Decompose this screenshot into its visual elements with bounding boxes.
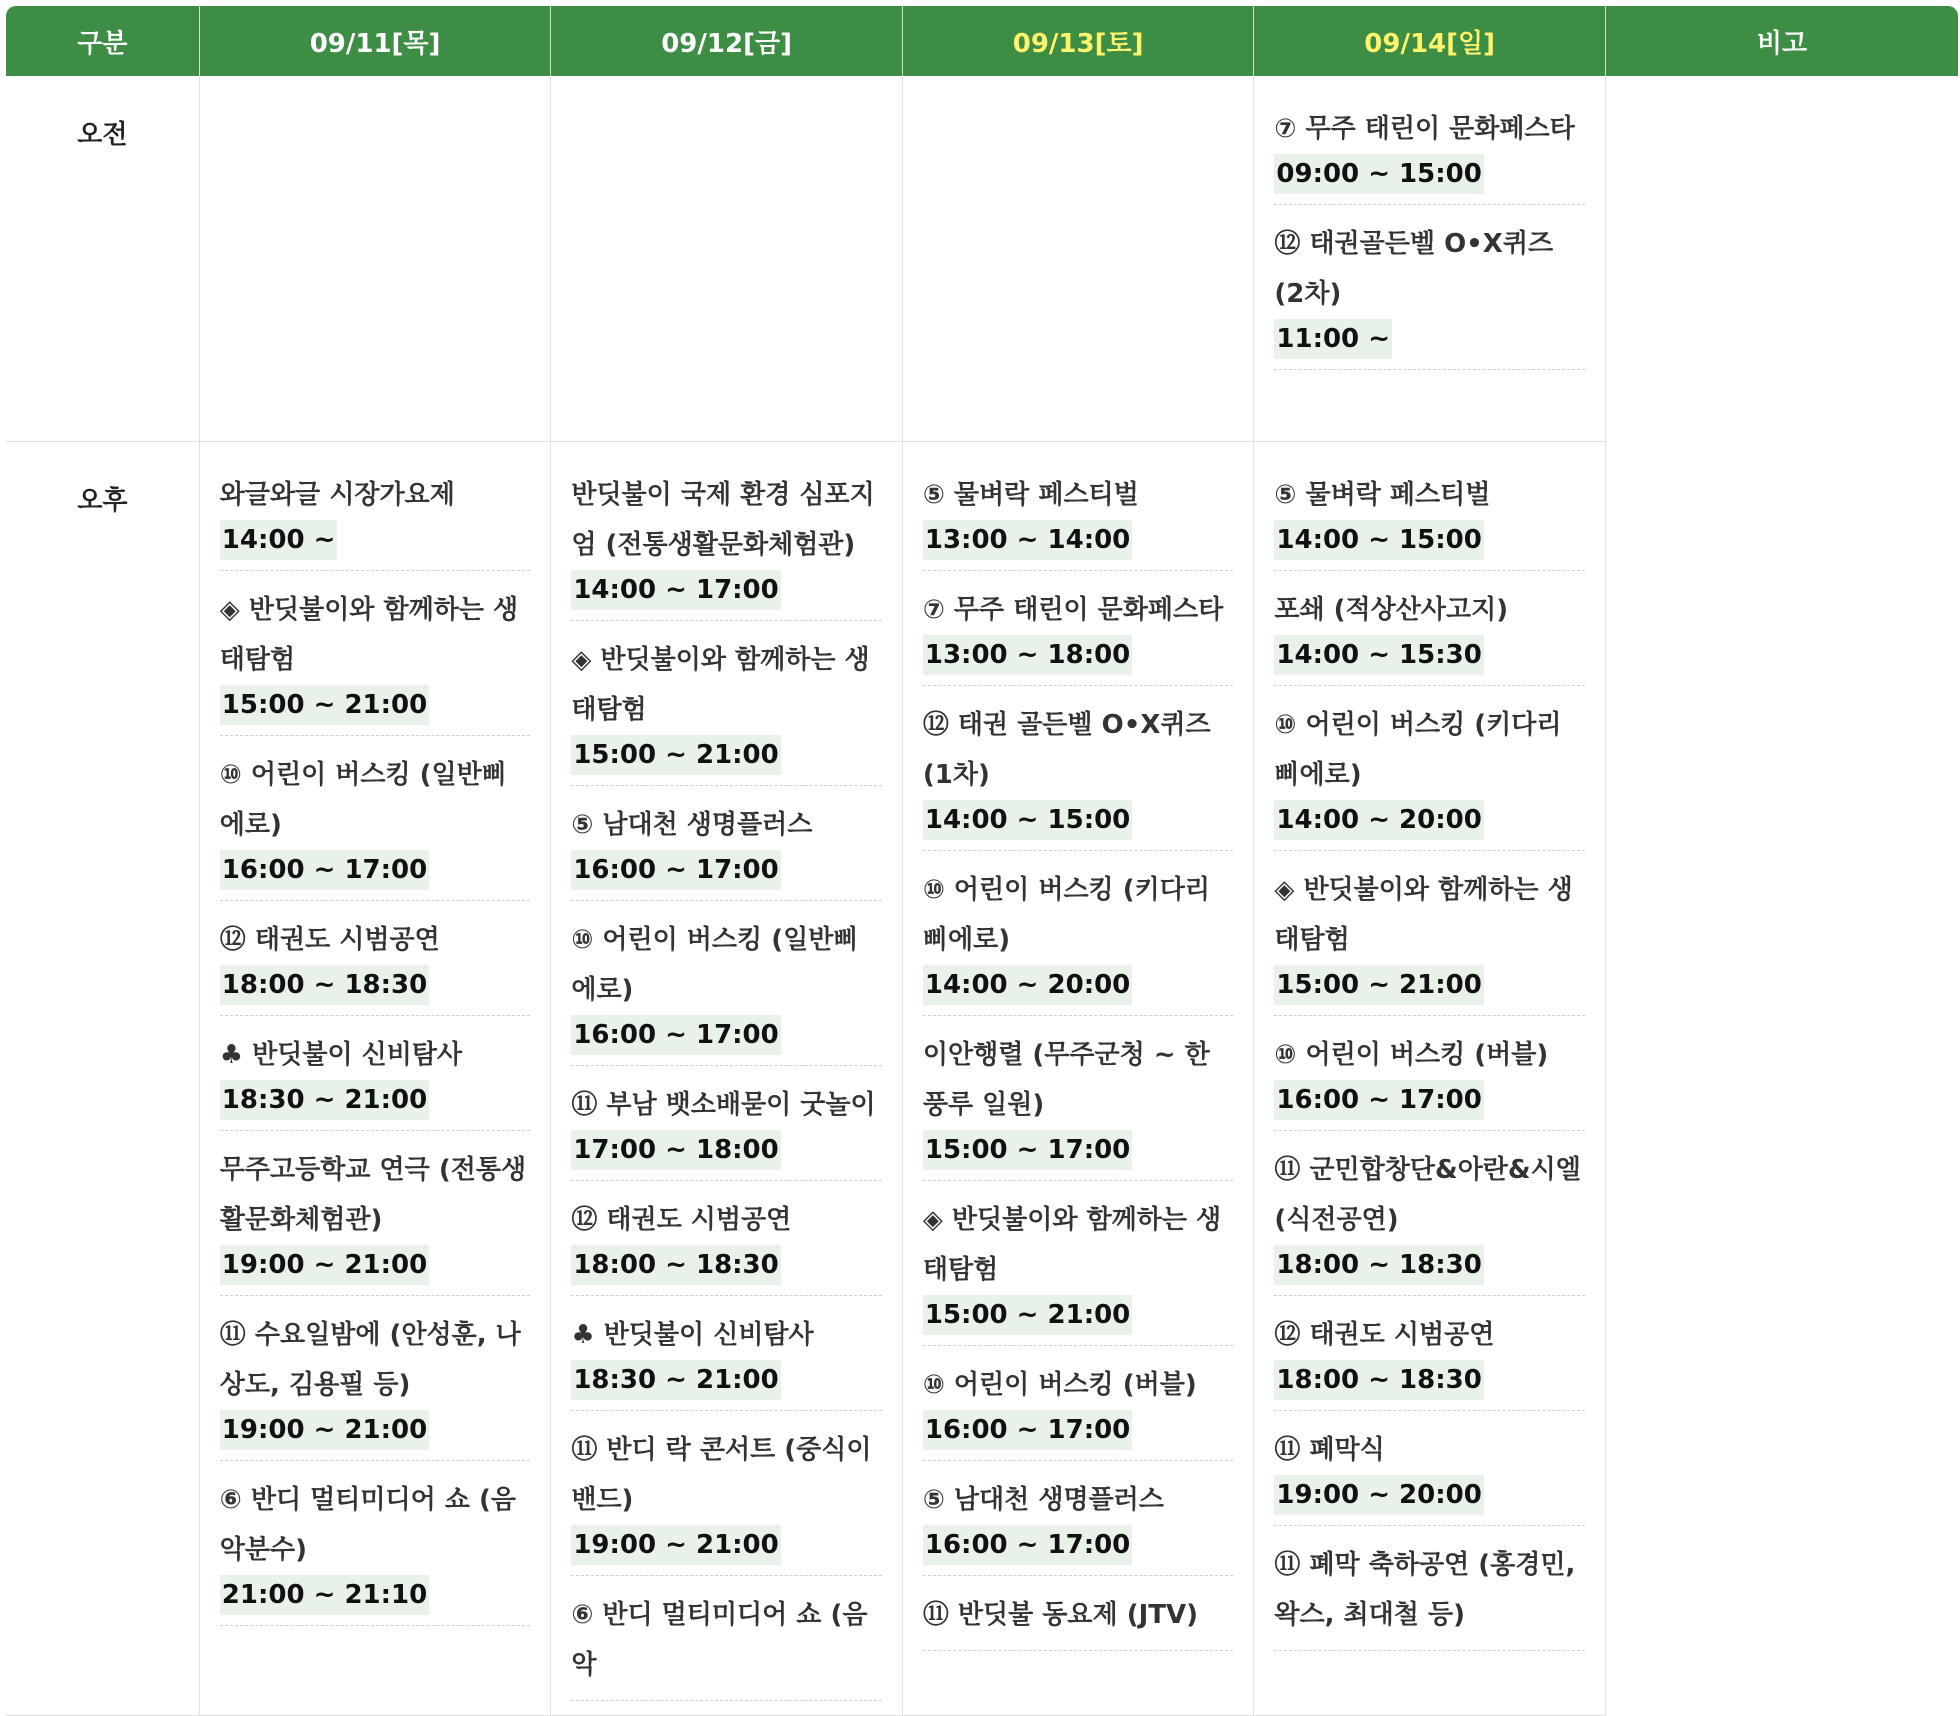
- event-time: 13:00 ~ 14:00: [923, 520, 1132, 560]
- row-morning: [6, 76, 1958, 442]
- event-item: [571, 800, 882, 901]
- event-time: 18:00 ~ 18:30: [571, 1245, 780, 1285]
- event-time: 18:30 ~ 21:00: [571, 1360, 780, 1400]
- event-time: 14:00 ~ 15:30: [1274, 635, 1483, 675]
- event-title: ⑩ 어린이 버스킹 (버블): [922, 1370, 1197, 1400]
- event-time: 16:00 ~ 17:00: [1274, 1080, 1483, 1120]
- event-title: ⑪ 폐막 축하공연 (홍경민, 왁스, 최대철 등): [1274, 1550, 1576, 1630]
- event-time: 15:00 ~ 21:00: [220, 685, 429, 725]
- row-label: 오후: [6, 442, 199, 1716]
- event-title: ⑩ 어린이 버스킹 (키다리삐에로): [1274, 710, 1562, 790]
- event-item: [571, 1425, 882, 1576]
- event-time: 14:00 ~ 15:00: [1274, 520, 1483, 560]
- event-title: ⑤ 물벼락 페스티벌: [1274, 480, 1491, 510]
- event-time: 18:00 ~ 18:30: [1274, 1245, 1483, 1285]
- day-cell: [902, 76, 1254, 442]
- day-cell: [1254, 442, 1606, 1716]
- event-title: ⑥ 반디 멀티미디어 쇼 (음악분수): [219, 1485, 516, 1565]
- event-title: 무주고등학교 연극 (전통생활문화체험관): [219, 1155, 527, 1235]
- event-item: [220, 470, 531, 571]
- event-item: [923, 1360, 1234, 1461]
- event-title: ◈ 반딧불이와 함께하는 생태탐험: [922, 1205, 1222, 1285]
- event-time: 16:00 ~ 17:00: [923, 1525, 1132, 1565]
- event-item: [220, 750, 531, 901]
- event-title: ⑦ 무주 태린이 문화페스타: [922, 595, 1224, 625]
- row-label: 오전: [6, 76, 199, 442]
- header-day-1: 09/11[목]: [199, 6, 551, 76]
- event-title: ⑩ 어린이 버스킹 (일반삐에로): [571, 925, 859, 1005]
- event-item: [1274, 104, 1585, 205]
- event-title: ⑩ 어린이 버스킹 (키다리삐에로): [922, 875, 1210, 955]
- event-item: [1274, 1145, 1585, 1296]
- event-item: [220, 585, 531, 736]
- event-item: [923, 1475, 1234, 1576]
- event-title: ⑦ 무주 태린이 문화페스타: [1274, 114, 1575, 144]
- event-time: 18:00 ~ 18:30: [220, 965, 429, 1005]
- event-time: 18:00 ~ 18:30: [1274, 1360, 1483, 1400]
- day-cell: [551, 76, 903, 442]
- schedule-table-wrapper: [6, 6, 1958, 1680]
- event-title: ♣ 반딧불이 신비탐사: [219, 1040, 463, 1070]
- event-time: 11:00 ~: [1274, 319, 1392, 359]
- event-title: ◈ 반딧불이와 함께하는 생태탐험: [219, 595, 519, 675]
- event-item: [571, 635, 882, 786]
- event-item: [923, 865, 1234, 1016]
- schedule-table: [6, 6, 1958, 1716]
- event-time: 19:00 ~ 21:00: [220, 1410, 429, 1450]
- event-item: [1274, 1540, 1585, 1651]
- event-item: [220, 1145, 531, 1296]
- header-day-4: 09/14[일]: [1254, 6, 1606, 76]
- event-time: 14:00 ~ 15:00: [923, 800, 1132, 840]
- event-time: 15:00 ~ 21:00: [923, 1295, 1132, 1335]
- event-time: 16:00 ~ 17:00: [220, 850, 429, 890]
- header-label-col: 구분: [6, 6, 199, 76]
- event-time: 18:30 ~ 21:00: [220, 1080, 429, 1120]
- event-title: ⑪ 반디 락 콘서트 (중식이밴드): [571, 1435, 872, 1515]
- event-item: [923, 1590, 1234, 1651]
- event-time: 21:00 ~ 21:10: [220, 1575, 429, 1615]
- header-note-col: 비고: [1605, 6, 1958, 76]
- event-time: 19:00 ~ 21:00: [220, 1245, 429, 1285]
- event-item: [220, 1475, 531, 1626]
- event-time: 15:00 ~ 21:00: [1274, 965, 1483, 1005]
- event-title: ⑫ 태권도 시범공연: [571, 1205, 792, 1235]
- event-title: 와글와글 시장가요제: [219, 480, 455, 510]
- event-title: ⑤ 남대천 생명플러스: [571, 810, 813, 840]
- event-item: [571, 470, 882, 621]
- header-row: [6, 6, 1958, 76]
- event-time: 14:00 ~ 17:00: [571, 570, 780, 610]
- event-item: [1274, 585, 1585, 686]
- event-title: ◈ 반딧불이와 함께하는 생태탐험: [1274, 875, 1573, 955]
- event-item: [571, 915, 882, 1066]
- header-day-3: 09/13[토]: [902, 6, 1254, 76]
- event-item: [220, 1310, 531, 1461]
- event-time: 19:00 ~ 20:00: [1274, 1475, 1483, 1515]
- event-item: [571, 1310, 882, 1411]
- event-title: 이안행렬 (무주군청 ~ 한풍루 일원): [922, 1040, 1210, 1120]
- event-time: 13:00 ~ 18:00: [923, 635, 1132, 675]
- event-title: ⑫ 태권도 시범공연: [219, 925, 440, 955]
- event-time: 16:00 ~ 17:00: [923, 1410, 1132, 1450]
- day-cell: [1254, 76, 1606, 442]
- event-title: ⑪ 부남 뱃소배묻이 굿놀이: [571, 1090, 876, 1120]
- event-item: [923, 470, 1234, 571]
- event-item: [1274, 1310, 1585, 1411]
- event-time: 16:00 ~ 17:00: [571, 850, 780, 890]
- event-title: ⑥ 반디 멀티미디어 쇼 (음악: [571, 1600, 868, 1680]
- event-item: [1274, 470, 1585, 571]
- event-time: 09:00 ~ 15:00: [1274, 154, 1483, 194]
- event-time: 19:00 ~ 21:00: [571, 1525, 780, 1565]
- event-item: [571, 1590, 882, 1701]
- event-time: 15:00 ~ 21:00: [571, 735, 780, 775]
- event-item: [1274, 1425, 1585, 1526]
- event-title: ⑪ 반딧불 동요제 (JTV): [922, 1600, 1199, 1630]
- event-title: ♣ 반딧불이 신비탐사: [571, 1320, 814, 1350]
- row-afternoon: [6, 442, 1958, 1716]
- event-item: [571, 1080, 882, 1181]
- event-item: [220, 1030, 531, 1131]
- event-item: [1274, 700, 1585, 851]
- event-item: [220, 915, 531, 1016]
- event-title: 반딧불이 국제 환경 심포지엄 (전통생활문화체험관): [571, 480, 875, 560]
- event-item: [1274, 219, 1585, 370]
- event-time: 16:00 ~ 17:00: [571, 1015, 780, 1055]
- event-item: [923, 1195, 1234, 1346]
- note-cell: [1605, 442, 1958, 1716]
- event-title: ⑪ 군민합창단&아란&시엘 (식전공연): [1274, 1155, 1581, 1235]
- event-title: 포쇄 (적상산사고지): [1274, 595, 1509, 625]
- event-title: ⑫ 태권도 시범공연: [1274, 1320, 1495, 1350]
- event-item: [1274, 865, 1585, 1016]
- event-title: ◈ 반딧불이와 함께하는 생태탐험: [571, 645, 870, 725]
- event-title: ⑤ 남대천 생명플러스: [922, 1485, 1164, 1515]
- event-title: ⑫ 태권골든벨 O•X퀴즈 (2차): [1274, 229, 1554, 309]
- event-time: 17:00 ~ 18:00: [571, 1130, 780, 1170]
- event-time: 14:00 ~: [220, 520, 338, 560]
- event-item: [923, 700, 1234, 851]
- event-title: ⑪ 수요일밤에 (안성훈, 나상도, 김용필 등): [219, 1320, 521, 1400]
- event-title: ⑩ 어린이 버스킹 (버블): [1274, 1040, 1549, 1070]
- event-title: ⑫ 태권 골든벨 O•X퀴즈 (1차): [922, 710, 1211, 790]
- day-cell: [902, 442, 1254, 1716]
- event-title: ⑩ 어린이 버스킹 (일반삐에로): [219, 760, 507, 840]
- event-time: 14:00 ~ 20:00: [1274, 800, 1483, 840]
- day-cell: [199, 76, 551, 442]
- event-time: 14:00 ~ 20:00: [923, 965, 1132, 1005]
- event-item: [1274, 1030, 1585, 1131]
- event-title: ⑪ 폐막식: [1274, 1435, 1385, 1465]
- day-cell: [199, 442, 551, 1716]
- header-day-2: 09/12[금]: [551, 6, 903, 76]
- event-time: 15:00 ~ 17:00: [923, 1130, 1132, 1170]
- event-item: [571, 1195, 882, 1296]
- note-cell: [1605, 76, 1958, 442]
- event-item: [923, 1030, 1234, 1181]
- event-item: [923, 585, 1234, 686]
- day-cell: [551, 442, 903, 1716]
- event-title: ⑤ 물벼락 페스티벌: [922, 480, 1139, 510]
